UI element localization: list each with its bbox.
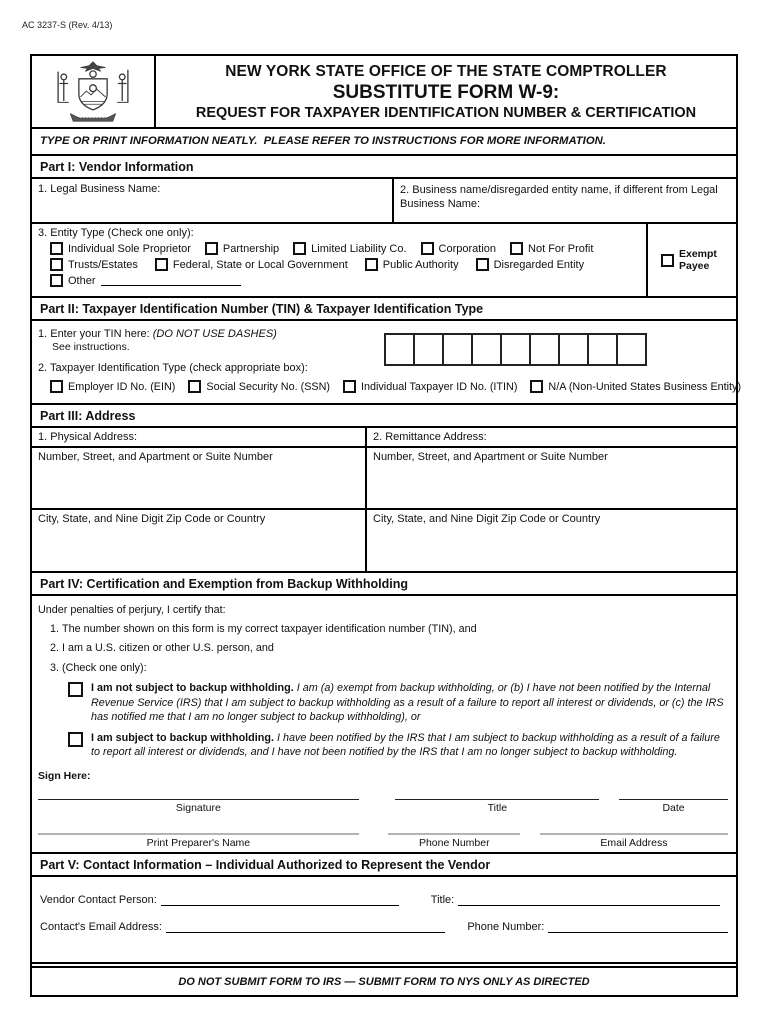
contact-phone-label: Phone Number: — [467, 921, 545, 933]
signature-line[interactable] — [38, 799, 359, 800]
preparer-name-line[interactable] — [38, 833, 359, 835]
address-city-row — [32, 510, 736, 573]
preparer-row — [38, 833, 728, 849]
checkbox-icon[interactable] — [205, 242, 218, 255]
physical-city-field[interactable] — [32, 510, 367, 571]
phone-number-field — [388, 833, 520, 849]
checkbox-icon[interactable] — [155, 258, 168, 271]
email-address-caption: Email Address — [600, 837, 668, 850]
remittance-address-label: 2. Remittance Address: — [373, 431, 487, 443]
checkbox-label: Other — [68, 274, 96, 287]
certification-item: 2. I am a U.S. citizen or other U.S. person, and — [62, 642, 728, 655]
checkbox-label: Partnership — [222, 242, 280, 255]
checkbox-label: Individual Taxpayer ID No. (ITIN) — [361, 380, 518, 393]
title-line[interactable] — [395, 799, 599, 800]
checkbox-label: Federal, State or Local Government — [172, 258, 348, 271]
signature-row — [38, 799, 728, 814]
checkbox-icon[interactable] — [50, 242, 63, 255]
not-subject-rest: I am (a) exempt from backup withholding, or (b) I have not been notified by the Internal Revenue Service (IRS) that I am subject to backup withholding as a result of a failure to report all interest or dividends, or (c) the IRS has notified me that I am no longer subject to backup withholding), or — [91, 682, 724, 724]
form-titles — [156, 56, 736, 127]
vendor-contact-person-line[interactable] — [161, 894, 399, 906]
not-subject-option — [68, 681, 728, 724]
checkbox-icon[interactable] — [510, 242, 523, 255]
legal-business-name-field[interactable] — [32, 179, 394, 222]
entity-type-options — [38, 242, 646, 287]
checkbox-ein[interactable] — [50, 380, 175, 393]
checkbox-icon[interactable] — [421, 242, 434, 255]
date-line[interactable] — [619, 799, 728, 800]
contact-row-2 — [40, 921, 728, 933]
tin-digit-box[interactable] — [413, 333, 444, 366]
checkbox-icon[interactable] — [365, 258, 378, 271]
tin-digit-box[interactable] — [442, 333, 473, 366]
certification-intro: Under penalties of perjury, I certify that: — [38, 604, 226, 616]
agency-name: NEW YORK STATE OFFICE OF THE STATE COMPTROLLER — [225, 62, 667, 80]
signature-caption: Signature — [175, 802, 221, 815]
form-title: SUBSTITUTE FORM W-9: — [332, 81, 560, 103]
checkbox-icon[interactable] — [293, 242, 306, 255]
checkbox-label: Social Security No. (SSN) — [206, 380, 330, 393]
certification-section — [32, 596, 736, 854]
certification-item: 3. (Check one only): — [62, 662, 728, 675]
checkbox-label: N/A (Non-United States Business Entity) — [548, 380, 742, 393]
tin-label-emphasis: (DO NOT USE DASHES) — [152, 328, 277, 340]
subject-bold: I am subject to backup withholding. — [91, 731, 274, 744]
checkbox-limited-liability-co[interactable] — [293, 242, 406, 255]
contact-section — [32, 894, 736, 964]
city-label: City, State, and Nine Digit Zip Code or Country — [373, 513, 601, 525]
checkbox-label: Individual Sole Proprietor — [68, 242, 191, 255]
email-address-line[interactable] — [540, 833, 728, 835]
checkbox-label: Corporation — [438, 242, 497, 255]
part1-name-row — [32, 179, 736, 224]
checkbox-disregarded-entity[interactable] — [476, 258, 585, 271]
subject-rest: I have been notified by the IRS that I am subject to backup withholding as a result of a failure to report all interest or dividends, and I have not been notified by the IRS that I am no longer subject to backup withholding. — [91, 731, 720, 758]
part3-header: Part III: Address — [32, 405, 736, 428]
checkbox-federal-state-local-government[interactable] — [155, 258, 348, 271]
subject-option — [68, 731, 728, 760]
checkbox-label: Limited Liability Co. — [311, 242, 407, 255]
form-number: AC 3237-S (Rev. 4/13) — [22, 20, 113, 30]
contact-title-label: Title: — [430, 894, 455, 906]
checkbox-not-subject-withholding[interactable] — [68, 682, 83, 697]
nys-coat-of-arms-seal — [47, 59, 139, 125]
physical-address-label: 1. Physical Address: — [32, 428, 367, 446]
checkbox-subject-withholding[interactable] — [68, 732, 83, 747]
not-subject-bold: I am not subject to backup withholding. — [91, 682, 294, 695]
checkbox-icon[interactable] — [50, 380, 63, 393]
entity-row-3 — [50, 274, 646, 287]
substitute-w9-form — [30, 54, 742, 997]
seal-cell — [32, 56, 156, 127]
preparer-name-field — [38, 833, 359, 849]
checkbox-label: Public Authority — [382, 258, 459, 271]
street-label: Number, Street, and Apartment or Suite Number — [373, 451, 608, 463]
checkbox-partnership[interactable] — [205, 242, 279, 255]
entity-type-label: 3. Entity Type (Check one only): — [38, 227, 194, 239]
date-caption: Date — [662, 802, 685, 815]
entity-other-input-line[interactable] — [101, 275, 241, 286]
part4-header: Part IV: Certification and Exemption from Backup Withholding — [32, 573, 736, 596]
contact-email-line[interactable] — [166, 921, 445, 933]
checkbox-icon[interactable] — [476, 258, 489, 271]
legal-business-name-label: 1. Legal Business Name: — [38, 183, 161, 195]
part2-header: Part II: Taxpayer Identification Number (TIN) & Taxpayer Identification Type — [32, 298, 736, 321]
checkbox-individual-sole-proprietor[interactable] — [50, 242, 191, 255]
tin-digit-box[interactable] — [587, 333, 618, 366]
checkbox-icon[interactable] — [530, 380, 543, 393]
checkbox-icon[interactable] — [50, 274, 63, 287]
street-label: Number, Street, and Apartment or Suite Number — [38, 451, 273, 463]
preparer-name-caption: Print Preparer's Name — [146, 837, 251, 850]
checkbox-label: Disregarded Entity — [493, 258, 585, 271]
tin-type-label: 2. Taxpayer Identification Type (check appropriate box): — [38, 362, 308, 374]
contact-row-1 — [40, 894, 728, 906]
entity-type-main — [32, 224, 648, 296]
checkbox-trusts-estates[interactable] — [50, 258, 138, 271]
tin-type-options — [38, 380, 742, 393]
phone-number-caption: Phone Number — [418, 837, 490, 850]
tin-digit-box[interactable] — [529, 333, 560, 366]
checkbox-na-non-us[interactable] — [530, 380, 741, 393]
exempt-payee-cell — [648, 224, 736, 296]
tin-digit-box[interactable] — [558, 333, 589, 366]
remittance-city-field[interactable] — [367, 510, 736, 571]
checkbox-label: Not For Profit — [528, 242, 594, 255]
city-label: City, State, and Nine Digit Zip Code or Country — [38, 513, 266, 525]
address-street-row — [32, 448, 736, 510]
checkbox-icon[interactable] — [50, 258, 63, 271]
tin-digit-boxes — [384, 333, 647, 366]
not-subject-text — [91, 681, 728, 724]
tin-digit-box[interactable] — [384, 333, 415, 366]
contact-title-line[interactable] — [458, 894, 720, 906]
email-address-field — [540, 833, 728, 849]
checkbox-label: Trusts/Estates — [68, 258, 138, 271]
checkbox-itin[interactable] — [343, 380, 517, 393]
form-header — [32, 56, 736, 129]
checkbox-icon[interactable] — [188, 380, 201, 393]
checkbox-public-authority[interactable] — [365, 258, 459, 271]
physical-street-field[interactable] — [32, 448, 367, 508]
checkbox-label: Employer ID No. (EIN) — [68, 380, 176, 393]
title-field — [395, 799, 599, 814]
vendor-contact-person-label: Vendor Contact Person: — [40, 894, 157, 906]
business-name-label: 2. Business name/disregarded entity name, if different from Legal Business Name: — [400, 184, 718, 211]
checkbox-icon[interactable] — [343, 380, 356, 393]
part1-header: Part I: Vendor Information — [32, 156, 736, 179]
tin-digit-box[interactable] — [616, 333, 647, 366]
date-field — [619, 799, 728, 814]
tin-label: 1. Enter your TIN here: — [38, 328, 150, 340]
checkbox-corporation[interactable] — [421, 242, 496, 255]
certification-list — [62, 623, 728, 675]
tin-digit-box[interactable] — [500, 333, 531, 366]
phone-number-line[interactable] — [388, 833, 520, 835]
contact-phone-line[interactable] — [548, 921, 728, 933]
form-subtitle: REQUEST FOR TAXPAYER IDENTIFICATION NUMBER & CERTIFICATION — [195, 104, 697, 121]
title-caption: Title — [487, 802, 508, 815]
exempt-payee-label: Exempt Payee — [679, 247, 717, 272]
checkbox-other[interactable] — [50, 274, 241, 287]
entity-type-row — [32, 224, 736, 298]
certification-item: 1. The number shown on this form is my correct taxpayer identification number (TIN), and — [62, 623, 728, 636]
tin-note: See instructions. — [52, 341, 130, 353]
subject-text — [91, 731, 728, 760]
tin-digit-box[interactable] — [471, 333, 502, 366]
instruction-banner: TYPE OR PRINT INFORMATION NEATLY. PLEASE REFER TO INSTRUCTIONS FOR MORE INFORMATION. — [32, 129, 736, 156]
tin-section — [32, 321, 742, 405]
entity-row-1 — [50, 242, 646, 255]
do-not-submit-banner: DO NOT SUBMIT FORM TO IRS — SUBMIT FORM TO NYS ONLY AS DIRECTED — [32, 966, 736, 995]
signature-field — [38, 799, 359, 814]
part5-header: Part V: Contact Information – Individual Authorized to Represent the Vendor — [32, 854, 736, 877]
checkbox-ssn[interactable] — [188, 380, 330, 393]
checkbox-exempt-payee[interactable] — [661, 254, 674, 267]
remittance-street-field[interactable] — [367, 448, 736, 508]
contact-email-label: Contact's Email Address: — [40, 921, 162, 933]
business-name-field[interactable] — [394, 179, 736, 222]
entity-row-2 — [50, 258, 646, 271]
address-header-row — [32, 428, 736, 448]
sign-here-label: Sign Here: — [38, 770, 91, 783]
checkbox-not-for-profit[interactable] — [510, 242, 593, 255]
